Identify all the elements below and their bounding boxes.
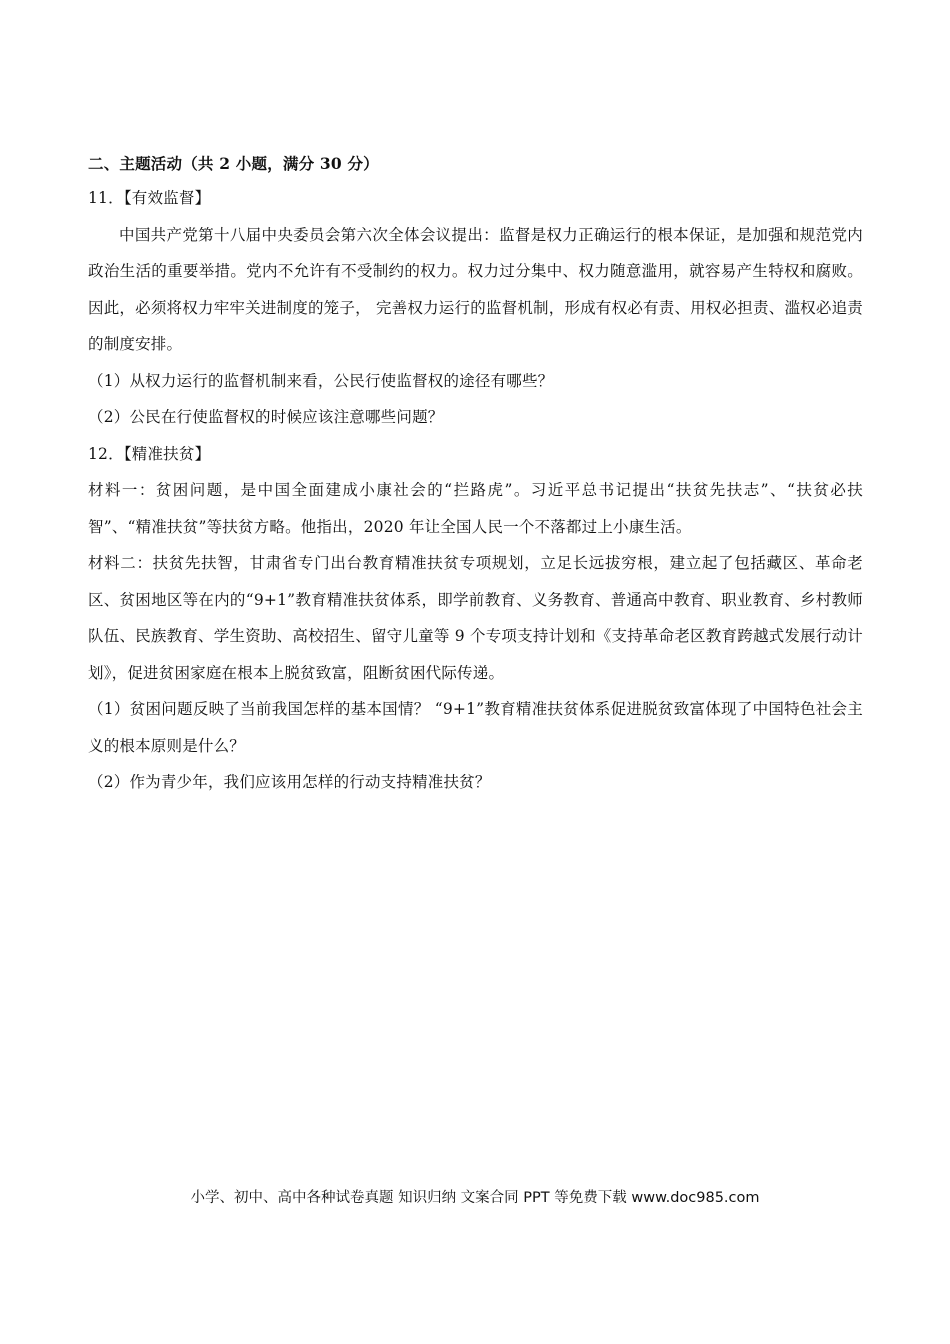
section-title: 二、主题活动（共 2 小题，满分 30 分） (88, 154, 379, 173)
q11-subquestion-2: （2）公民在行使监督权的时候应该注意哪些问题？ (88, 408, 444, 426)
q12-subquestion-2: （2）作为青少年，我们应该用怎样的行动支持精准扶贫？ (88, 773, 491, 791)
q12-material-1: 材料一：贫困问题，是中国全面建成小康社会的“拦路虎”。习近平总书记提出“扶贫先扶志”、“扶贫必扶智”、“精准扶贫”等扶贫方略。他指出，2020 年让全国人民一个不落都过上小康生活。 (88, 481, 863, 536)
q12-material-2: 材料二：扶贫先扶智，甘肃省专门出台教育精准扶贫专项规划，立足长远拔穷根，建立起了包括藏区、革命老区、贫困地区等在内的“9+1”教育精准扶贫体系，即学前教育、义务教育、普通高中教育、职业教育、乡村教师队伍、民族教育、学生资助、高校招生、留守儿童等 9 个专项支持计划和《支持革命老区教育跨越式发展行动计划》，促进贫困家庭在根本上脱贫致富，阻断贫困代际传递。 (88, 554, 863, 682)
q11-subquestion-1: （1）从权力运行的监督机制来看，公民行使监督权的途径有哪些？ (88, 371, 554, 390)
q12-heading: 12．【精准扶贫】 (88, 444, 211, 463)
q11-paragraph: 中国共产党第十八届中央委员会第六次全体会议提出：监督是权力正确运行的根本保证，是加强和规范党内政治生活的重要举措。党内不允许有不受制约的权力。权力过分集中、权力随意滥用，就容易产生特权和腐败。因此，必须将权力牢牢关进制度的笼子， 完善权力运行的监督机制，形成有权必有责、用权必担责、滥权必追责的制度安排。 (88, 225, 863, 353)
q11-heading: 11．【有效监督】 (88, 189, 211, 207)
footer-text: 小学、初中、高中各种试卷真题 知识归纳 文案合同 PPT 等免费下载 www.doc985.com (190, 1190, 760, 1206)
q12-subquestion-1: （1）贫困问题反映了当前我国怎样的基本国情？ “9+1”教育精准扶贫体系促进脱贫致富体现了中国特色社会主义的根本原则是什么？ (88, 700, 863, 755)
exam-content (88, 150, 863, 801)
